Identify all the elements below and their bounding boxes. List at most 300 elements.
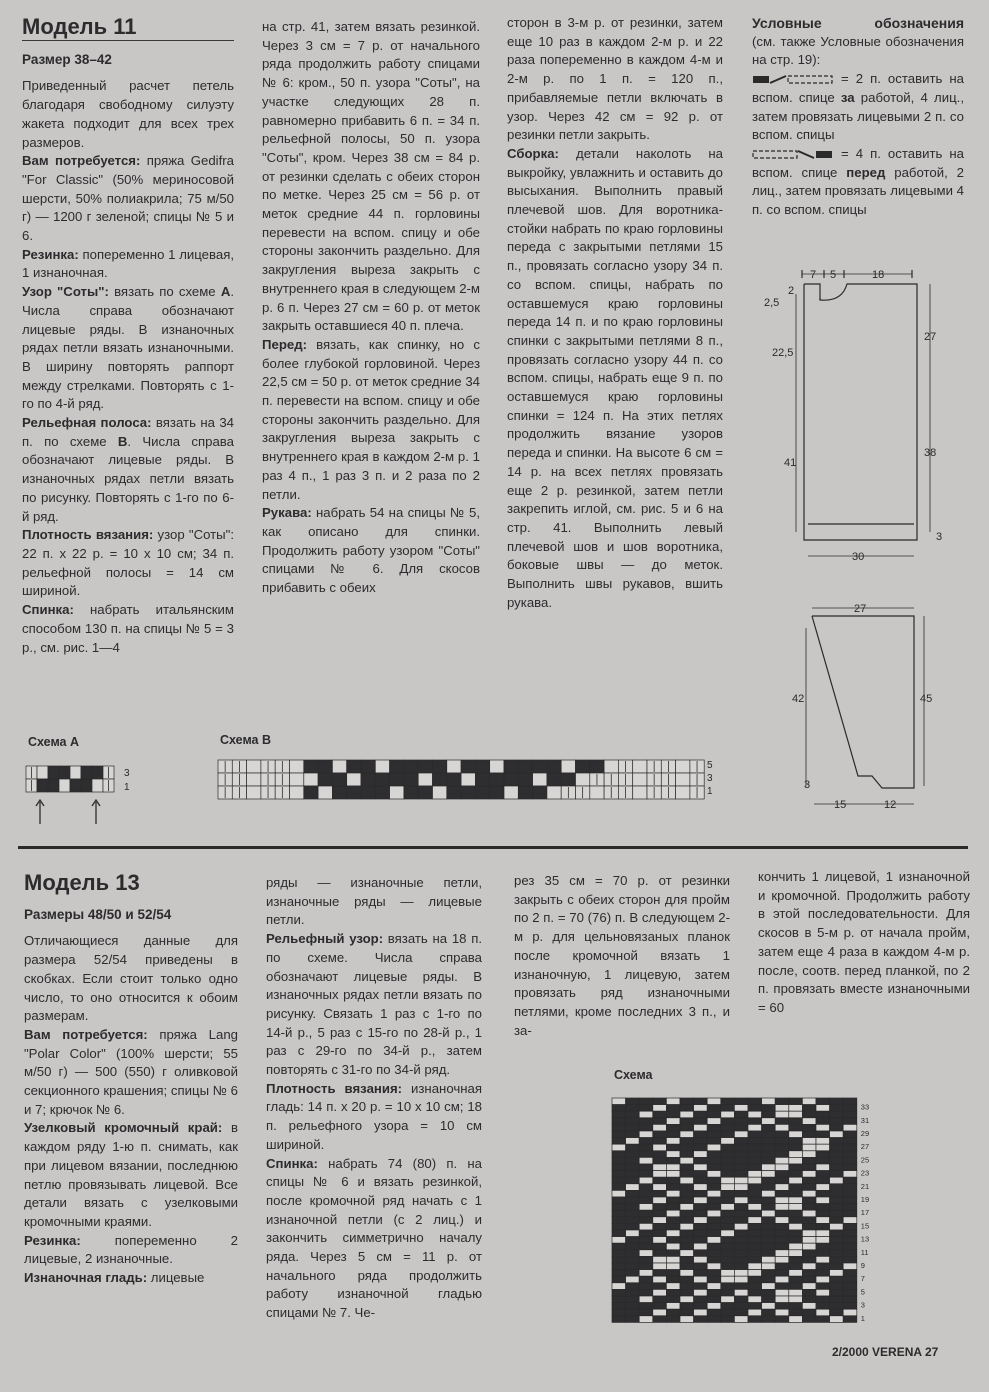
paragraph: Резинка: попеременно 1 лицевая, 1 изнаночная. [22,246,234,281]
paragraph: Узор "Соты": вязать по схеме А. Числа справа обозначают лицевые ряды. В изнаночных рядах петли вязать изнаночными. В ширину повторять раппорт между стрелками. Повторять с 1-го по 4-й ряд. [22,284,235,412]
grid-cell [433,786,447,799]
grid-cell [626,1289,640,1296]
grid-cell [748,1151,762,1158]
grid-cell [721,1316,735,1323]
grid-cell [721,1296,735,1303]
arrow-up-icon [92,800,100,824]
grid-cell [830,1118,844,1125]
pattern2-left-3: 3 [804,779,811,791]
grid-cell [734,1124,748,1131]
grid-cell [680,1223,694,1230]
grid-cell [590,786,604,799]
grid-cell [626,1223,640,1230]
grid-cell [843,1184,857,1191]
grid-cell [830,1111,844,1118]
grid-cell [748,1250,762,1257]
pattern1-right-38: 38 [924,447,937,459]
grid-cell [694,1111,708,1118]
grid-cell [762,1190,776,1197]
grid-cell [626,1230,640,1237]
grid-cell [707,1243,721,1250]
model11-col2 [262,18,480,598]
grid-cell [721,1289,735,1296]
grid-cell [547,786,561,799]
grid-cell [816,1316,830,1323]
grid-cell [762,1289,776,1296]
grid-cell [734,1131,748,1138]
legend-item-1: = 2 п. оставить на вспом. спице за работой, 4 лиц., затем провязать лицевыми 2 п. со вспом. спицы [752,71,964,143]
grid-cell [762,1316,776,1323]
grid-cell [789,1197,803,1204]
grid-cell [680,1151,694,1158]
grid-cell [639,1210,653,1217]
grid-cell [721,1138,735,1145]
grid-cell [830,1309,844,1316]
grid-cell [518,773,532,786]
grid-cell [694,1283,708,1290]
grid-cell [789,1270,803,1277]
grid-cell [707,1309,721,1316]
grid-cell [721,1263,735,1270]
grid-cell [843,1230,857,1237]
grid-cell [789,1184,803,1191]
model11-title: Модель 11 [22,18,234,41]
grid-cell [666,1230,680,1237]
grid-cell [680,1316,694,1323]
grid-cell [639,1177,653,1184]
grid-cell [612,1118,626,1125]
grid-cell [802,1098,816,1105]
grid-cell [843,1098,857,1105]
grid-cell [612,1138,626,1145]
grid-cell [680,1131,694,1138]
grid-cell [748,1217,762,1224]
grid-cell [626,1098,640,1105]
grid-cell [666,1197,680,1204]
grid-cell [816,1250,830,1257]
grid-cell [748,1131,762,1138]
grid-cell [816,1309,830,1316]
grid-cell [721,1105,735,1112]
grid-cell [721,1230,735,1237]
grid-cell [676,773,690,786]
grid-cell [734,1217,748,1224]
schema-row-number: 9 [860,1261,865,1270]
grid-cell [694,1184,708,1191]
grid-cell [694,1210,708,1217]
grid-cell [830,1316,844,1323]
grid-cell [653,1243,667,1250]
grid-cell [789,1223,803,1230]
grid-cell [612,1144,626,1151]
grid-cell [830,1164,844,1171]
grid-cell [694,1144,708,1151]
grid-cell [762,1111,776,1118]
pattern1-top-c: 18 [872,269,885,281]
grid-cell [748,1296,762,1303]
grid-cell [626,1210,640,1217]
grid-cell [694,1276,708,1283]
grid-cell [775,1289,789,1296]
grid-cell [762,1151,776,1158]
grid-cell [707,1171,721,1178]
grid-cell [666,1124,680,1131]
model11-legend [752,14,964,220]
grid-cell [707,1197,721,1204]
grid-cell [653,1105,667,1112]
grid-cell [707,1256,721,1263]
schema-b-row-3: 3 [707,773,713,784]
grid-cell [666,1237,680,1244]
grid-cell [734,1296,748,1303]
grid-cell [639,1190,653,1197]
grid-cell [734,1105,748,1112]
schema-row-number: 5 [860,1287,865,1297]
grid-cell [694,1256,708,1263]
grid-cell [680,1237,694,1244]
model13-col3-text [514,872,730,1040]
grid-cell [802,1131,816,1138]
grid-cell [789,1283,803,1290]
grid-cell [626,1118,640,1125]
grid-cell [626,1171,640,1178]
grid-cell [762,1124,776,1131]
grid-cell [802,1177,816,1184]
grid-cell [843,1256,857,1263]
grid-cell [576,773,590,786]
grid-cell [734,1230,748,1237]
grid-cell [653,1223,667,1230]
grid-cell [304,773,318,786]
grid-cell [762,1270,776,1277]
schema-a-row-1: 1 [124,782,130,793]
grid-cell [775,1184,789,1191]
grid-cell [694,1309,708,1316]
grid-cell [666,1098,680,1105]
grid-cell [694,1303,708,1310]
grid-cell [639,1303,653,1310]
model13-size: Размеры 48/50 и 52/54 [24,906,172,922]
grid-cell [626,1190,640,1197]
grid-cell [533,760,547,773]
grid-cell [318,773,332,786]
grid-cell [626,1111,640,1118]
schema-b-grid [216,758,721,806]
grid-cell [816,1210,830,1217]
grid-cell [707,1151,721,1158]
grid-cell [762,1309,776,1316]
grid-cell [748,1303,762,1310]
grid-cell [830,1124,844,1131]
grid-cell [707,1177,721,1184]
pattern2-left-42: 42 [792,693,805,705]
grid-cell [816,1118,830,1125]
grid-cell [802,1283,816,1290]
grid-cell [653,1204,667,1211]
grid-cell [802,1263,816,1270]
grid-cell [748,1184,762,1191]
grid-cell [775,1131,789,1138]
grid-cell [604,760,618,773]
grid-cell [680,1270,694,1277]
grid-cell [347,786,361,799]
grid-cell [762,1138,776,1145]
grid-cell [707,1230,721,1237]
model13-col4 [758,868,970,1018]
legend-item-2: = 4 п. оставить на вспом. спице перед работой, 2 лиц., затем провязать лицевыми 4 п. со вспом. спицы [752,145,965,218]
grid-cell [830,1276,844,1283]
grid-cell [762,1263,776,1270]
pattern2-bottom-a: 15 [834,799,847,811]
grid-cell [721,1217,735,1224]
grid-cell [639,1164,653,1171]
grid-cell [721,1157,735,1164]
grid-cell [734,1276,748,1283]
grid-cell [694,1171,708,1178]
grid-cell [721,1190,735,1197]
grid-cell [612,1316,626,1323]
grid-cell [561,760,575,773]
grid-cell [612,1177,626,1184]
grid-cell [843,1223,857,1230]
grid-cell [816,1283,830,1290]
grid-cell [626,1138,640,1145]
grid-cell [666,1111,680,1118]
model11-size: Размер 38–42 [22,51,112,67]
grid-cell [504,773,518,786]
grid-cell [612,1157,626,1164]
grid-cell [734,1197,748,1204]
grid-cell [626,1316,640,1323]
grid-cell [694,1177,708,1184]
grid-cell [830,1177,844,1184]
grid-cell [762,1223,776,1230]
grid-cell [590,760,604,773]
pattern1-right-27: 27 [924,331,937,343]
grid-cell [843,1316,857,1323]
grid-cell [721,1131,735,1138]
schema-row-number: 13 [860,1234,870,1244]
grid-cell [762,1204,776,1211]
grid-cell [748,1283,762,1290]
grid-cell [762,1144,776,1151]
grid-cell [748,1276,762,1283]
grid-cell [830,1184,844,1191]
grid-cell [816,1230,830,1237]
grid-cell [748,1204,762,1211]
grid-cell [666,1157,680,1164]
pattern1-left-25: 2,5 [764,297,780,309]
grid-cell [707,1296,721,1303]
grid-cell [802,1138,816,1145]
grid-cell [680,1124,694,1131]
grid-cell [721,1210,735,1217]
grid-cell [318,786,332,799]
grid-cell [639,1197,653,1204]
grid-cell [721,1276,735,1283]
grid-cell [626,1105,640,1112]
grid-cell [694,1263,708,1270]
grid-cell [404,773,418,786]
grid-cell [561,773,575,786]
grid-cell [830,1250,844,1257]
grid-cell [626,1263,640,1270]
grid-cell [775,1296,789,1303]
grid-cell [830,1138,844,1145]
grid-cell [843,1276,857,1283]
grid-cell [518,760,532,773]
grid-cell [639,1124,653,1131]
paragraph: Изнаночная гладь: лицевые [24,1270,205,1286]
grid-cell [816,1164,830,1171]
grid-cell [694,1230,708,1237]
pattern2-bottom-b: 12 [884,799,897,811]
grid-cell [81,766,92,779]
grid-cell [475,773,489,786]
grid-cell [375,760,389,773]
grid-cell [680,1105,694,1112]
grid-cell [748,1230,762,1237]
schema-row-number: 19 [860,1195,870,1204]
grid-cell [653,1111,667,1118]
grid-cell [816,1131,830,1138]
paragraph: Плотность вязания: изнаночная гладь: 14 п. х 20 р. = 10 х 10 см; 18 п. рельефного узора = 10 см шириной. [266,1080,482,1152]
schema-b-row-1: 1 [707,786,713,797]
grid-cell [347,773,361,786]
grid-cell [802,1111,816,1118]
grid-cell [461,773,475,786]
grid-cell [748,1316,762,1323]
grid-cell [666,1105,680,1112]
grid-cell [694,1270,708,1277]
grid-cell [775,1243,789,1250]
grid-cell [666,1210,680,1217]
arrow-up-icon [36,800,44,824]
grid-cell [59,766,70,779]
grid-cell [721,1171,735,1178]
grid-cell [748,1190,762,1197]
grid-cell [830,1098,844,1105]
grid-cell [626,1237,640,1244]
grid-cell [843,1237,857,1244]
grid-cell [680,1111,694,1118]
grid-cell [830,1289,844,1296]
grid-cell [816,1223,830,1230]
grid-cell [734,1243,748,1250]
grid-cell [390,786,404,799]
grid-cell [816,1270,830,1277]
grid-cell [318,760,332,773]
grid-cell [789,1111,803,1118]
grid-cell [843,1144,857,1151]
grid-cell [762,1283,776,1290]
grid-cell [707,1131,721,1138]
grid-cell [653,1131,667,1138]
grid-cell [653,1177,667,1184]
grid-cell [789,1303,803,1310]
grid-cell [490,786,504,799]
grid-cell [748,1157,762,1164]
grid-cell [843,1151,857,1158]
grid-cell [843,1289,857,1296]
grid-cell [653,1230,667,1237]
grid-cell [290,786,304,799]
grid-cell [748,1164,762,1171]
grid-cell [707,1283,721,1290]
grid-cell [843,1111,857,1118]
grid-cell [802,1164,816,1171]
grid-cell [347,760,361,773]
grid-cell [694,1118,708,1125]
grid-cell [802,1316,816,1323]
grid-cell [721,1270,735,1277]
grid-cell [802,1217,816,1224]
grid-cell [843,1124,857,1131]
grid-cell [304,760,318,773]
grid-cell [775,1144,789,1151]
grid-cell [666,1171,680,1178]
grid-cell [653,1217,667,1224]
grid-cell [653,1276,667,1283]
grid-cell [775,1111,789,1118]
grid-cell [707,1217,721,1224]
grid-cell [802,1250,816,1257]
paragraph: Рельефная полоса: вязать на 34 п. по схеме В. Числа справа обозначают лицевые ряды. В изнаночных рядах петли вязать по рисунку. Повторять с 1-го по 6-й ряд. [22,415,234,524]
grid-cell [390,760,404,773]
schema-row-number: 15 [860,1221,870,1231]
grid-cell [447,773,461,786]
grid-cell [789,1296,803,1303]
schema-row-number: 3 [860,1300,865,1310]
grid-cell [775,1263,789,1270]
grid-cell [680,1243,694,1250]
pattern1-bottom: 30 [852,551,865,563]
grid-cell [775,1098,789,1105]
grid-cell [789,1204,803,1211]
grid-cell [789,1263,803,1270]
grid-cell [748,1289,762,1296]
grid-cell [639,1289,653,1296]
grid-cell [830,1230,844,1237]
grid-cell [626,1276,640,1283]
grid-cell [390,773,404,786]
grid-cell [639,1144,653,1151]
grid-cell [843,1197,857,1204]
grid-cell [247,786,261,799]
grid-cell [332,786,346,799]
grid-cell [789,1237,803,1244]
grid-cell [789,1124,803,1131]
grid-cell [734,1177,748,1184]
grid-cell [816,1157,830,1164]
paragraph: на стр. 41, затем вязать резинкой. Через 3 см = 7 р. от начального ряда продолжить работу спицами № 6: кром., 50 п. узора "Соты", на участке следующих 28 п. равномерно прибавить 6 п. = 34 п. рельефной полосы, 50 п. узора "Соты", кром. Через 38 см = 84 р. от резинки сделать с обеих сторон по метке. Через 25 см = 56 р. от меток средние 44 п. горловины перевести на вспом. спицу и обе стороны закончить раздельно. Для закругления выреза закрыть с внутреннего края в следующем 2-м р. 6 п. Через 27 см = 60 р. от меток закрыть оставшиеся 40 п. плеча. [262,19,480,334]
grid-cell [762,1303,776,1310]
page-footer [832,1345,938,1359]
pattern1-left-2: 2 [788,285,795,297]
grid-cell [290,760,304,773]
grid-cell [547,773,561,786]
grid-cell [653,1210,667,1217]
grid-cell [775,1177,789,1184]
schema-row-number: 29 [860,1129,870,1138]
schema-row-number: 1 [860,1313,865,1323]
grid-cell [37,779,48,792]
grid-cell [707,1118,721,1125]
schema-row-number: 27 [860,1142,870,1152]
grid-cell [802,1118,816,1125]
grid-cell [762,1098,776,1105]
grid-cell [361,760,375,773]
